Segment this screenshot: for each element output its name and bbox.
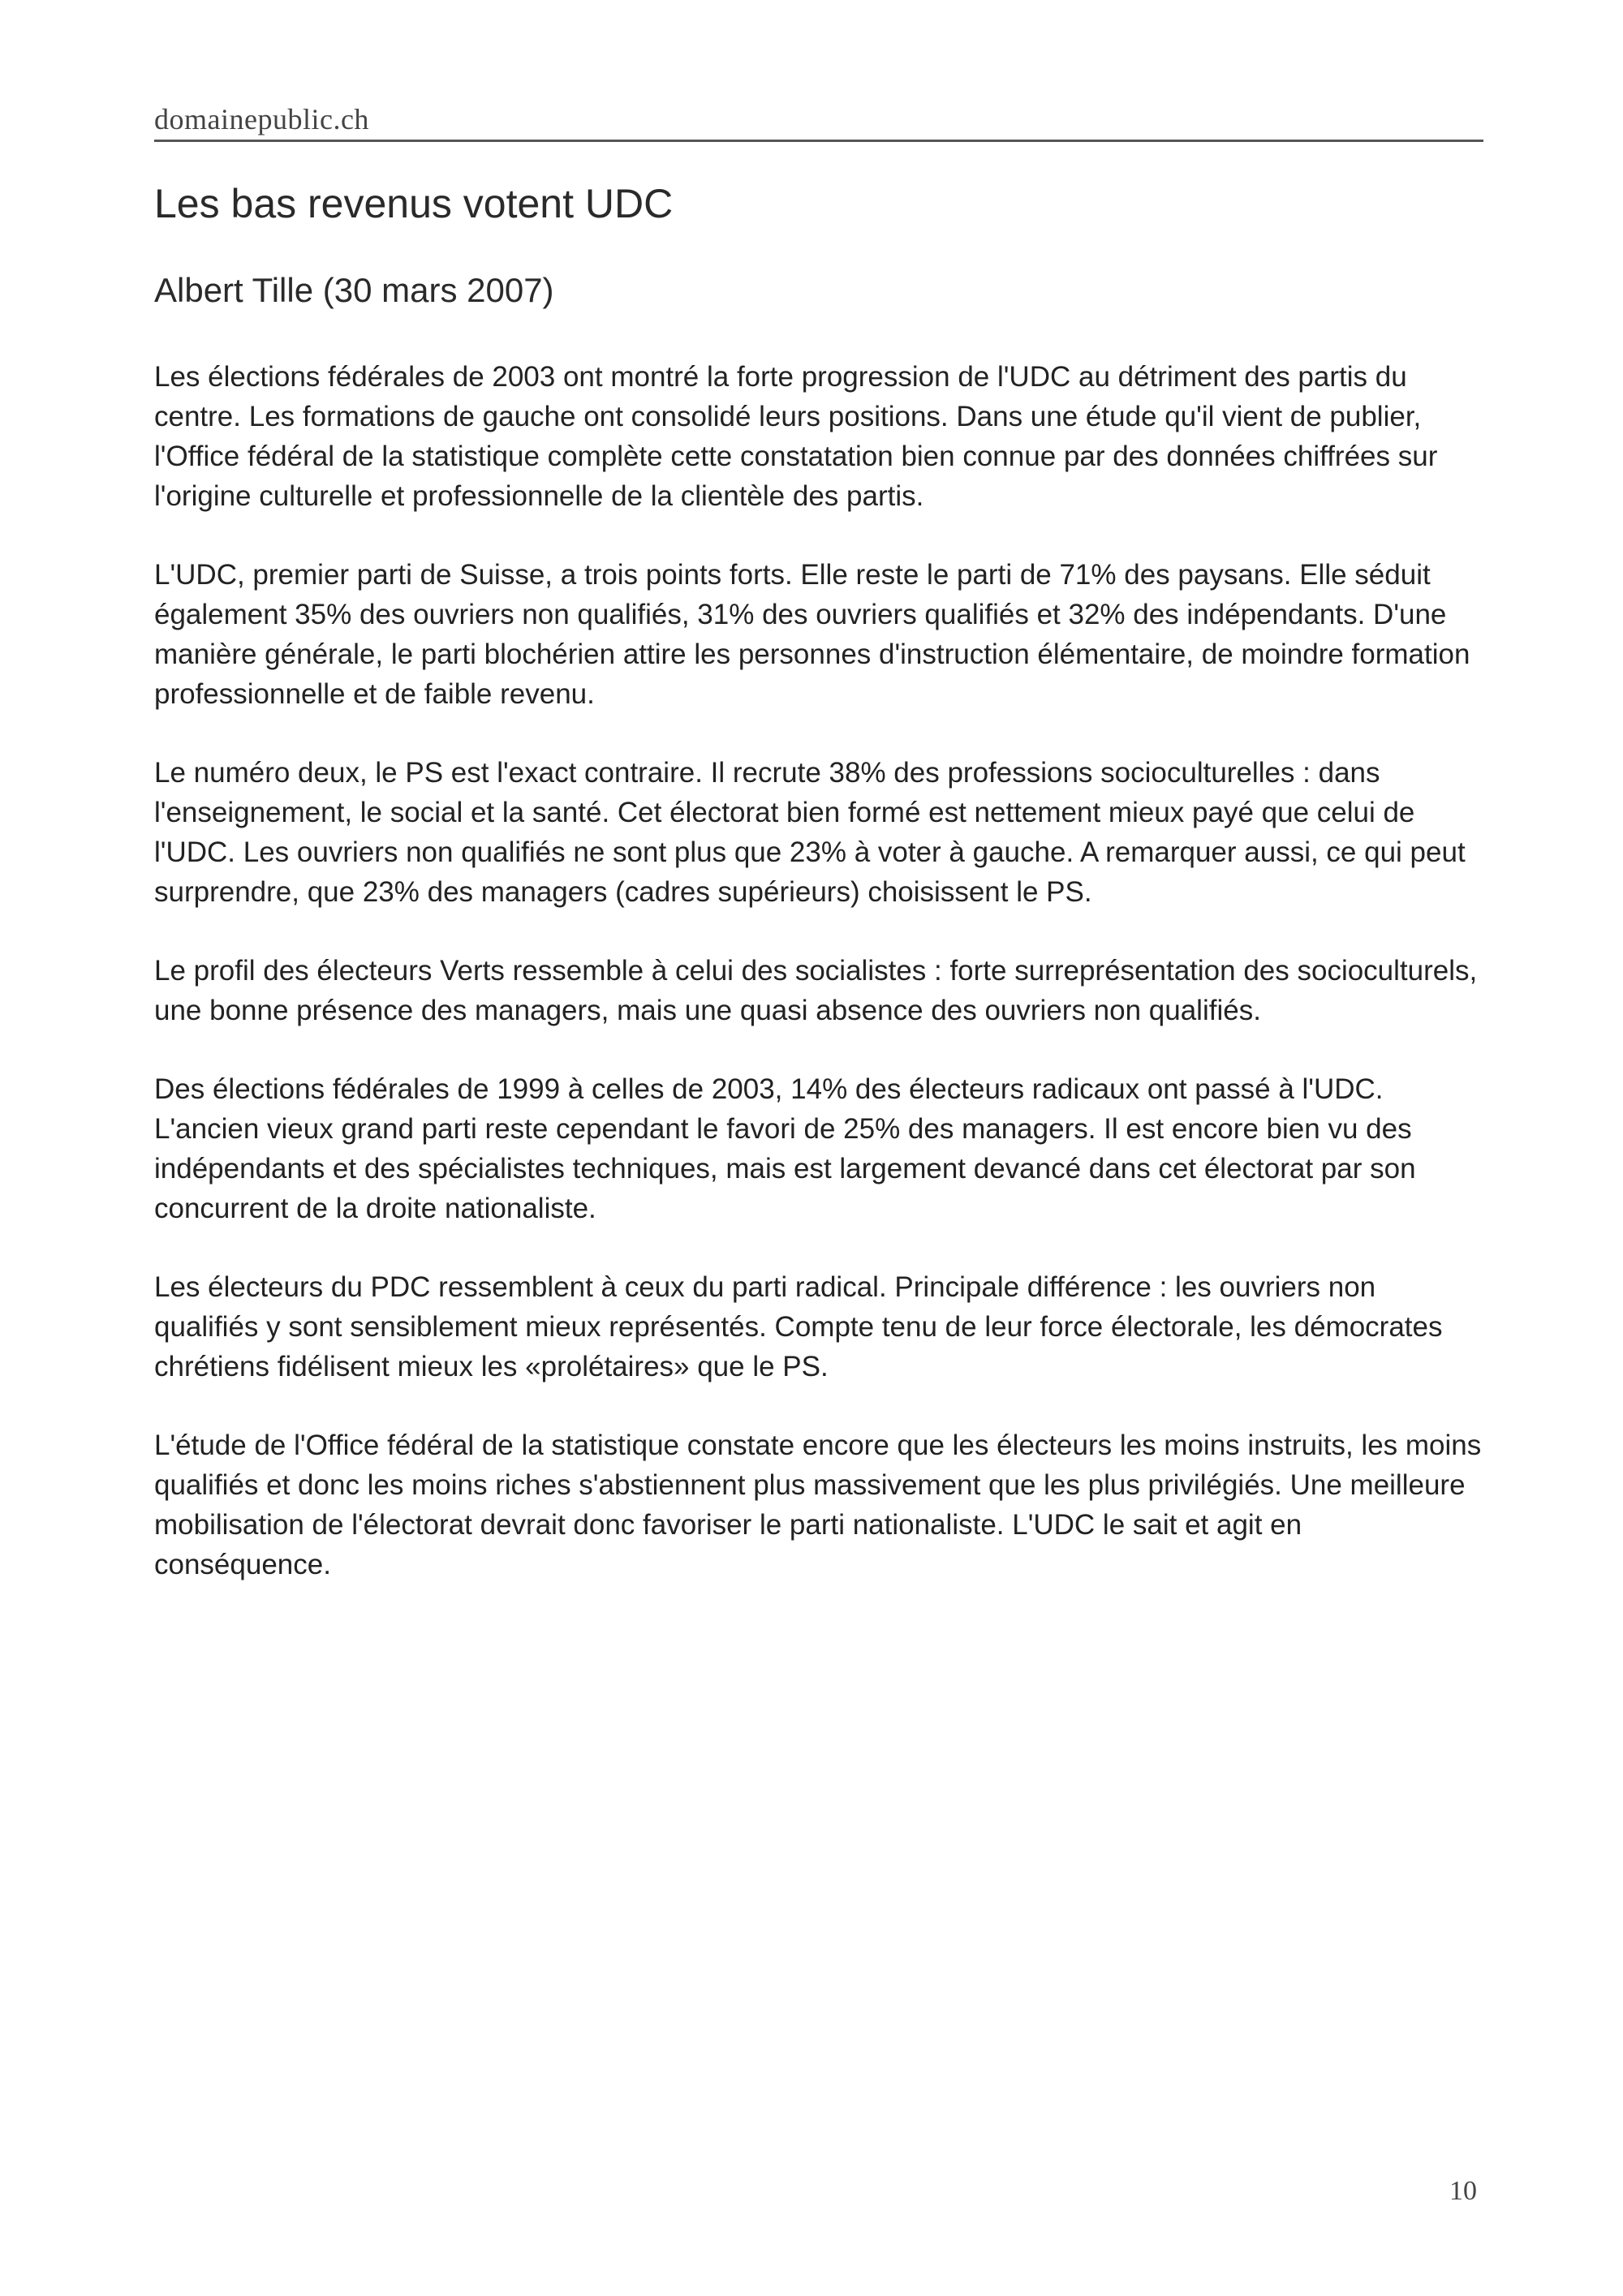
article-title: Les bas revenus votent UDC [154, 181, 674, 226]
paragraph: L'UDC, premier parti de Suisse, a trois points forts. Elle reste le parti de 71% des paysans. Elle séduit également 35% des ouvriers non qualifiés, 31% des ouvriers qualifiés et 32% des indépendants. D'une manière générale, le parti blochérien attire les personnes d'instruction élémentaire, de moindre formation professionnelle et de faible revenu. [154, 559, 1470, 710]
page-number: 10 [1449, 2176, 1477, 2206]
article-body [154, 357, 1485, 1623]
paragraph: Le numéro deux, le PS est l'exact contraire. Il recrute 38% des professions socioculturelles : dans l'enseignement, le social et la santé. Cet électorat bien formé est nettement mieux payé que celui de l'UDC. Les ouvriers non qualifiés ne sont plus que 23% à voter à gauche. A remarquer aussi, ce qui peut surprendre, que 23% des managers (cadres supérieurs) choisissent le PS. [154, 757, 1466, 908]
paragraph: Les électeurs du PDC ressemblent à ceux du parti radical. Principale différence : les ouvriers non qualifiés y sont sensiblement mieux représentés. Compte tenu de leur force électorale, les démocrates chrétiens fidélisent mieux les «prolétaires» que le PS. [154, 1271, 1443, 1382]
paragraph: Des élections fédérales de 1999 à celles de 2003, 14% des électeurs radicaux ont passé à l'UDC. L'ancien vieux grand parti reste cependant le favori de 25% des managers. Il est encore bien vu des indépendants et des spécialistes techniques, mais est largement devancé dans cet électorat par son concurrent de la droite nationaliste. [154, 1073, 1416, 1224]
paragraph: Le profil des électeurs Verts ressemble à celui des socialistes : forte surreprésentation des socioculturels, une bonne présence des managers, mais une quasi absence des ouvriers non qualifiés. [154, 955, 1478, 1026]
article-byline: Albert Tille (30 mars 2007) [154, 271, 554, 309]
page-header [154, 99, 1483, 142]
site-name: domainepublic.ch [154, 103, 369, 135]
paragraph: L'étude de l'Office fédéral de la statistique constate encore que les électeurs les moins instruits, les moins qualifiés et donc les moins riches s'abstiennent plus massivement que les plus privilégiés. Une meilleure mobilisation de l'électorat devrait donc favoriser le parti nationaliste. L'UDC le sait et agit en conséquence. [154, 1430, 1482, 1580]
paragraph: Les élections fédérales de 2003 ont montré la forte progression de l'UDC au détriment des partis du centre. Les formations de gauche ont consolidé leurs positions. Dans une étude qu'il vient de publier, l'Office fédéral de la statistique complète cette constatation bien connue par des données chiffrées sur l'origine culturelle et professionnelle de la clientèle des partis. [154, 361, 1438, 512]
